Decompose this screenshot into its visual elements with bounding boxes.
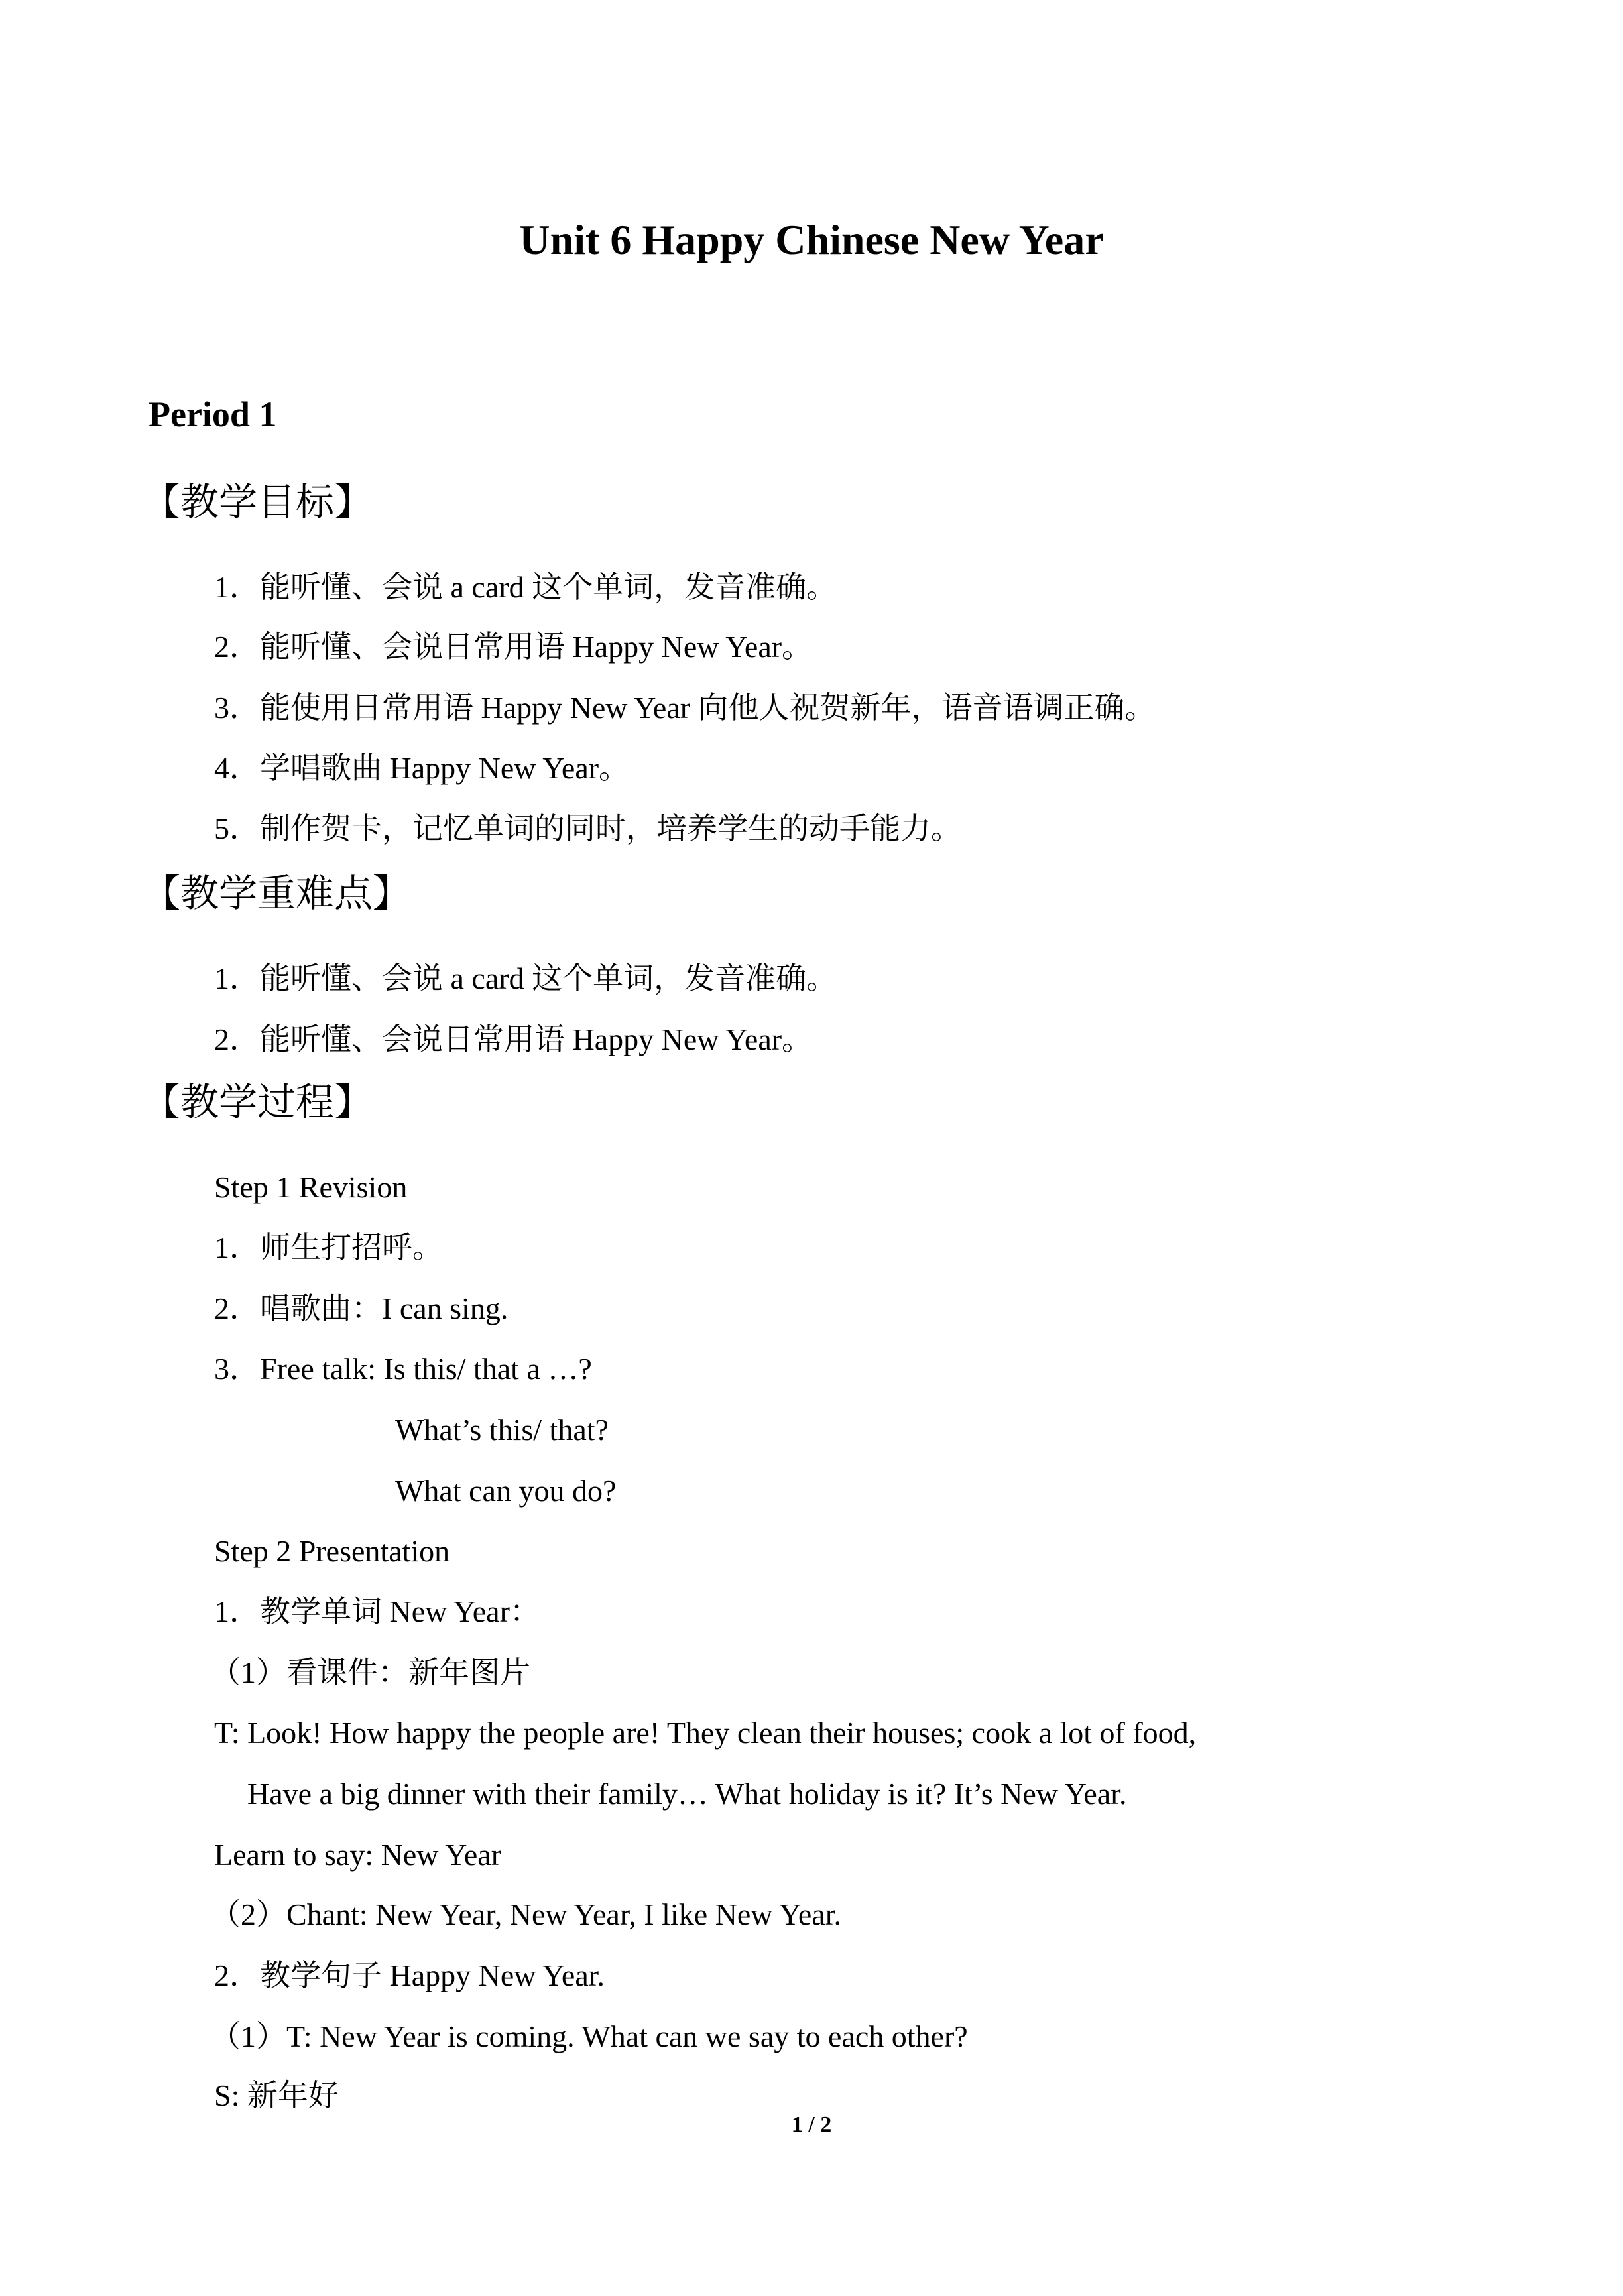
process-heading: 【教学过程】 [142, 1081, 373, 1124]
process-line: Learn to say: New Year [214, 1838, 502, 1872]
process-line: （1）看课件：新年图片 [210, 1656, 530, 1689]
key-point-item: 1．能听懂、会说 a card 这个单词，发音准确。 [214, 961, 837, 995]
goals-heading: 【教学目标】 [142, 481, 373, 524]
process-line: （1）T: New Year is coming. What can we say to each other? [210, 2020, 968, 2053]
goal-item: 4．学唱歌曲 Happy New Year。 [214, 751, 630, 785]
step-heading: Step 1 Revision [214, 1170, 408, 1204]
period-heading: Period 1 [149, 394, 277, 434]
process-line: （2）Chant: New Year, New Year, I like New Year. [210, 1898, 841, 1931]
step-heading: Step 2 Presentation [214, 1534, 450, 1568]
process-line: 2．唱歌曲：I can sing. [214, 1292, 509, 1325]
process-line: 2．教学句子 Happy New Year. [214, 1959, 605, 1992]
goal-item: 5．制作贺卡，记忆单词的同时，培养学生的动手能力。 [214, 812, 961, 845]
page-number: 1 / 2 [791, 2112, 832, 2137]
process-line: 1．师生打招呼。 [214, 1231, 443, 1264]
goal-item: 1．能听懂、会说 a card 这个单词，发音准确。 [214, 570, 837, 604]
process-line: What can you do? [395, 1474, 617, 1508]
key-points-heading: 【教学重难点】 [142, 872, 412, 915]
process-line: 3．Free talk: Is this/ that a …? [214, 1352, 592, 1386]
key-point-item: 2．能听懂、会说日常用语 Happy New Year。 [214, 1022, 813, 1056]
goal-item: 3．能使用日常用语 Happy New Year 向他人祝贺新年，语音语调正确。 [214, 691, 1156, 725]
process-line: Have a big dinner with their family… What holiday is it? It’s New Year. [247, 1777, 1127, 1811]
process-line: S: 新年好 [214, 2079, 339, 2112]
process-line: 1．教学单词 New Year： [214, 1595, 540, 1628]
goal-item: 2．能听懂、会说日常用语 Happy New Year。 [214, 630, 813, 664]
document-title: Unit 6 Happy Chinese New Year [519, 216, 1104, 263]
process-line: What’s this/ that? [395, 1413, 609, 1447]
process-line: T: Look! How happy the people are! They clean their houses; cook a lot of food, [214, 1716, 1197, 1750]
